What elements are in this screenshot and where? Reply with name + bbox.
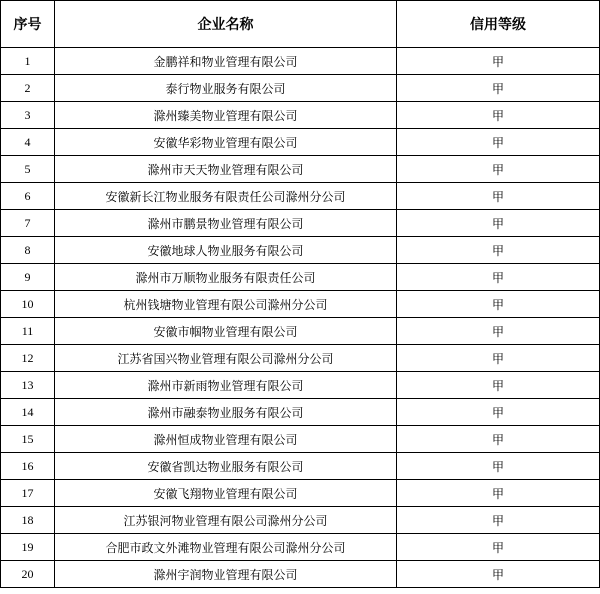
company-name-cell: 滁州市新雨物业管理有限公司 — [55, 372, 397, 399]
table-row — [1, 210, 600, 237]
serial-number-cell: 3 — [1, 102, 55, 129]
credit-grade-cell: 甲 — [397, 75, 600, 102]
table-row — [1, 399, 600, 426]
table-row — [1, 318, 600, 345]
company-name-cell: 滁州市天天物业管理有限公司 — [55, 156, 397, 183]
table-row — [1, 453, 600, 480]
company-name-cell: 安徽新长江物业服务有限责任公司滁州分公司 — [55, 183, 397, 210]
header-row — [1, 1, 600, 48]
table-row — [1, 345, 600, 372]
company-name-cell: 滁州宇润物业管理有限公司 — [55, 561, 397, 588]
company-name-cell: 泰行物业服务有限公司 — [55, 75, 397, 102]
table-row — [1, 75, 600, 102]
table-row — [1, 183, 600, 210]
company-name-cell: 滁州臻美物业管理有限公司 — [55, 102, 397, 129]
credit-grade-cell: 甲 — [397, 507, 600, 534]
serial-number-cell: 16 — [1, 453, 55, 480]
credit-grade-cell: 甲 — [397, 48, 600, 75]
credit-grade-cell: 甲 — [397, 156, 600, 183]
credit-grade-cell: 甲 — [397, 318, 600, 345]
serial-number-cell: 6 — [1, 183, 55, 210]
table-row — [1, 426, 600, 453]
company-name-cell: 江苏银河物业管理有限公司滁州分公司 — [55, 507, 397, 534]
table-row — [1, 48, 600, 75]
serial-number-cell: 15 — [1, 426, 55, 453]
serial-number-cell: 4 — [1, 129, 55, 156]
table-row — [1, 480, 600, 507]
serial-number-cell: 2 — [1, 75, 55, 102]
table-row — [1, 507, 600, 534]
company-name-cell: 金鹏祥和物业管理有限公司 — [55, 48, 397, 75]
serial-number-cell: 14 — [1, 399, 55, 426]
serial-number-cell: 13 — [1, 372, 55, 399]
serial-number-cell: 18 — [1, 507, 55, 534]
company-name-cell: 安徽飞翔物业管理有限公司 — [55, 480, 397, 507]
table-row — [1, 102, 600, 129]
table-row — [1, 534, 600, 561]
company-name-cell: 安徽华彩物业管理有限公司 — [55, 129, 397, 156]
table-row — [1, 156, 600, 183]
serial-number-cell: 7 — [1, 210, 55, 237]
serial-number-cell: 19 — [1, 534, 55, 561]
credit-grade-cell: 甲 — [397, 399, 600, 426]
company-name-cell: 滁州恒成物业管理有限公司 — [55, 426, 397, 453]
credit-grade-cell: 甲 — [397, 237, 600, 264]
company-name-cell: 滁州市融泰物业服务有限公司 — [55, 399, 397, 426]
serial-number-cell: 9 — [1, 264, 55, 291]
company-name-cell: 滁州市万顺物业服务有限责任公司 — [55, 264, 397, 291]
serial-number-cell: 12 — [1, 345, 55, 372]
company-name-cell: 合肥市政文外滩物业管理有限公司滁州分公司 — [55, 534, 397, 561]
credit-grade-cell: 甲 — [397, 561, 600, 588]
credit-grade-cell: 甲 — [397, 345, 600, 372]
header-serial-number: 序号 — [1, 1, 55, 48]
credit-grade-cell: 甲 — [397, 183, 600, 210]
credit-grade-cell: 甲 — [397, 102, 600, 129]
credit-grade-cell: 甲 — [397, 534, 600, 561]
credit-grade-cell: 甲 — [397, 480, 600, 507]
company-name-cell: 江苏省国兴物业管理有限公司滁州分公司 — [55, 345, 397, 372]
serial-number-cell: 11 — [1, 318, 55, 345]
credit-grade-cell: 甲 — [397, 291, 600, 318]
company-name-cell: 杭州钱塘物业管理有限公司滁州分公司 — [55, 291, 397, 318]
serial-number-cell: 10 — [1, 291, 55, 318]
credit-grade-cell: 甲 — [397, 372, 600, 399]
table-row — [1, 291, 600, 318]
table-row — [1, 561, 600, 588]
serial-number-cell: 8 — [1, 237, 55, 264]
header-company-name: 企业名称 — [55, 1, 397, 48]
table-row — [1, 237, 600, 264]
credit-grade-cell: 甲 — [397, 453, 600, 480]
credit-grade-cell: 甲 — [397, 426, 600, 453]
serial-number-cell: 1 — [1, 48, 55, 75]
serial-number-cell: 17 — [1, 480, 55, 507]
header-credit-grade: 信用等级 — [397, 1, 600, 48]
credit-grade-cell: 甲 — [397, 129, 600, 156]
company-name-cell: 滁州市鹏景物业管理有限公司 — [55, 210, 397, 237]
company-name-cell: 安徽地球人物业服务有限公司 — [55, 237, 397, 264]
table-row — [1, 264, 600, 291]
credit-grade-cell: 甲 — [397, 210, 600, 237]
company-name-cell: 安徽省凯达物业服务有限公司 — [55, 453, 397, 480]
table-row — [1, 129, 600, 156]
credit-grade-cell: 甲 — [397, 264, 600, 291]
serial-number-cell: 5 — [1, 156, 55, 183]
serial-number-cell: 20 — [1, 561, 55, 588]
company-name-cell: 安徽市帼物业管理有限公司 — [55, 318, 397, 345]
table-row — [1, 372, 600, 399]
